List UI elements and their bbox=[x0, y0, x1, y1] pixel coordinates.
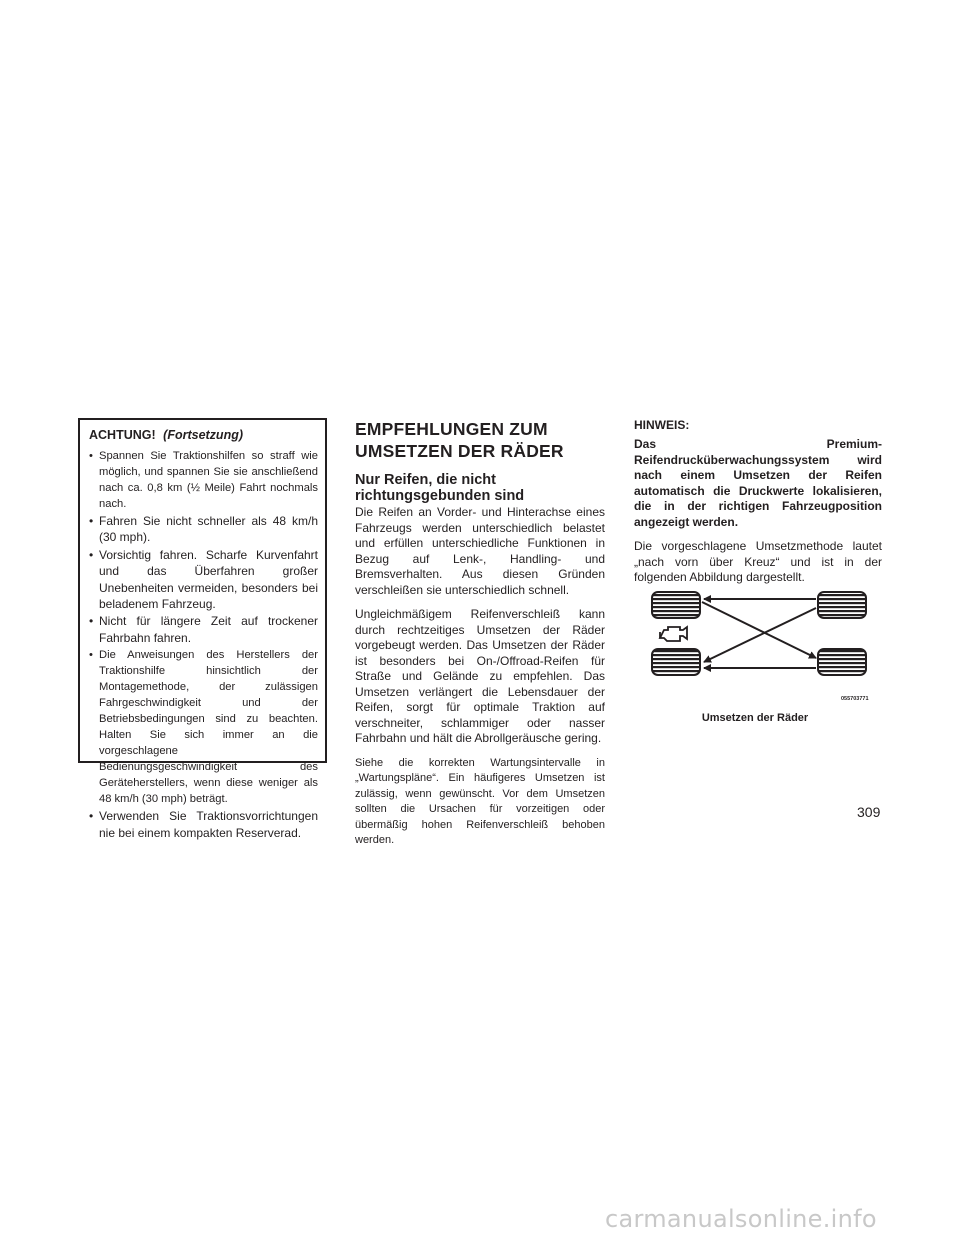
warning-item: • Fahren Sie nicht schneller als 48 km/h (30 mph). bbox=[89, 513, 318, 546]
warning-item: • Die Anweisungen des Herstellers der Traktionshilfe hinsichtlich der Montagemethode, der zulässigen Fahrgeschwindigkeit und der Betriebsbedingungen sind zu beachten. Halten Sie sich immer an die vorgeschlagene Bedienungsgeschwindigkeit des Geräteherstellers, wenn diese weniger als 48 km/h (30 mph) beträgt. bbox=[89, 647, 318, 807]
left-column bbox=[78, 418, 327, 840]
tire-icon bbox=[652, 592, 700, 618]
engine-icon bbox=[660, 627, 687, 641]
right-column bbox=[634, 418, 882, 595]
paragraph: Ungleichmäßigem Reifenverschleiß kann durch rechtzeitiges Umsetzen der Räder vorgebeugt werden. Das Umsetzen der Räder ist besonders bei On-/Offroad-Reifen für Straße und Gelände zu empfehlen. Das Umsetzen verlängert die Lebensdauer der Reifen, sorgt für optimale Traktion auf verschneiter, schlammiger oder nasser Fahrbahn und hält die Abrollgeräusche gering. bbox=[355, 607, 605, 745]
note-text: Das Premium-Reifendrucküberwachungssystem wird nach einem Umsetzen der Reifen automatisch die Druckwerte lokalisieren, die in der richtigen Fahrzeugposition angezeigt werden. bbox=[634, 437, 882, 529]
note-label: HINWEIS: bbox=[634, 418, 690, 432]
warning-item: • Spannen Sie Traktionshilfen so straff wie möglich, und spannen Sie sie anschließend nach ca. 0,8 km (½ Meile) Fahrt nochmals nach. bbox=[89, 448, 318, 512]
warning-heading bbox=[89, 428, 318, 442]
tire-rotation-diagram bbox=[646, 582, 882, 712]
arrow-icon bbox=[702, 599, 816, 668]
figure-caption: Umsetzen der Räder bbox=[701, 712, 809, 724]
paragraph: Die Reifen an Vorder- und Hinterachse eines Fahrzeugs werden unterschiedlich belastet und erfüllen unterschiedliche Funktionen in Bezug auf Lenk-, Handling- und Bremsverhalten. Aus diesen Gründen verschleißen sie unterschiedlich schnell. bbox=[355, 505, 605, 597]
tire-icon bbox=[818, 592, 866, 618]
tire-icon bbox=[818, 649, 866, 675]
section-title: EMPFEHLUNGEN ZUM UMSETZEN DER RÄDER bbox=[355, 419, 564, 461]
section-subtitle: Nur Reifen, die nicht richtungsgebunden sind bbox=[355, 472, 525, 504]
page-number: 309 bbox=[857, 804, 881, 820]
paragraph: Siehe die korrekten Wartungsintervalle in „Wartungspläne“. Ein häufigeres Umsetzen ist zulässig, wenn gewünscht. Vor dem Umsetzen sollten die Ursachen für vorzeitigen oder übermäßig hohen Reifenverschleiß behoben werden. bbox=[355, 756, 605, 846]
figure-code: 055703771 bbox=[841, 696, 869, 702]
watermark: carmanualsonline.info bbox=[605, 1205, 877, 1233]
warning-item: • Nicht für längere Zeit auf trockener Fahrbahn fahren. bbox=[89, 613, 318, 646]
note-paragraph: Die vorgeschlagene Umsetzmethode lautet „nach vorn über Kreuz“ und ist in der folgenden Abbildung dargestellt. bbox=[634, 539, 882, 584]
middle-column bbox=[355, 418, 605, 858]
warning-continued: (Fortsetzung) bbox=[163, 428, 244, 442]
warning-label: ACHTUNG! bbox=[89, 428, 156, 442]
warning-box bbox=[78, 418, 327, 840]
warning-item: • Verwenden Sie Traktionsvorrichtungen nie bei einem kompakten Reserverad. bbox=[89, 808, 318, 841]
warning-item: • Vorsichtig fahren. Scharfe Kurvenfahrt und das Überfahren großer Unebenheiten vermeiden, besonders bei beladenem Fahrzeug. bbox=[89, 547, 318, 613]
tire-rotation-figure bbox=[646, 582, 882, 712]
tire-icon bbox=[652, 649, 700, 675]
warning-list bbox=[89, 448, 318, 841]
